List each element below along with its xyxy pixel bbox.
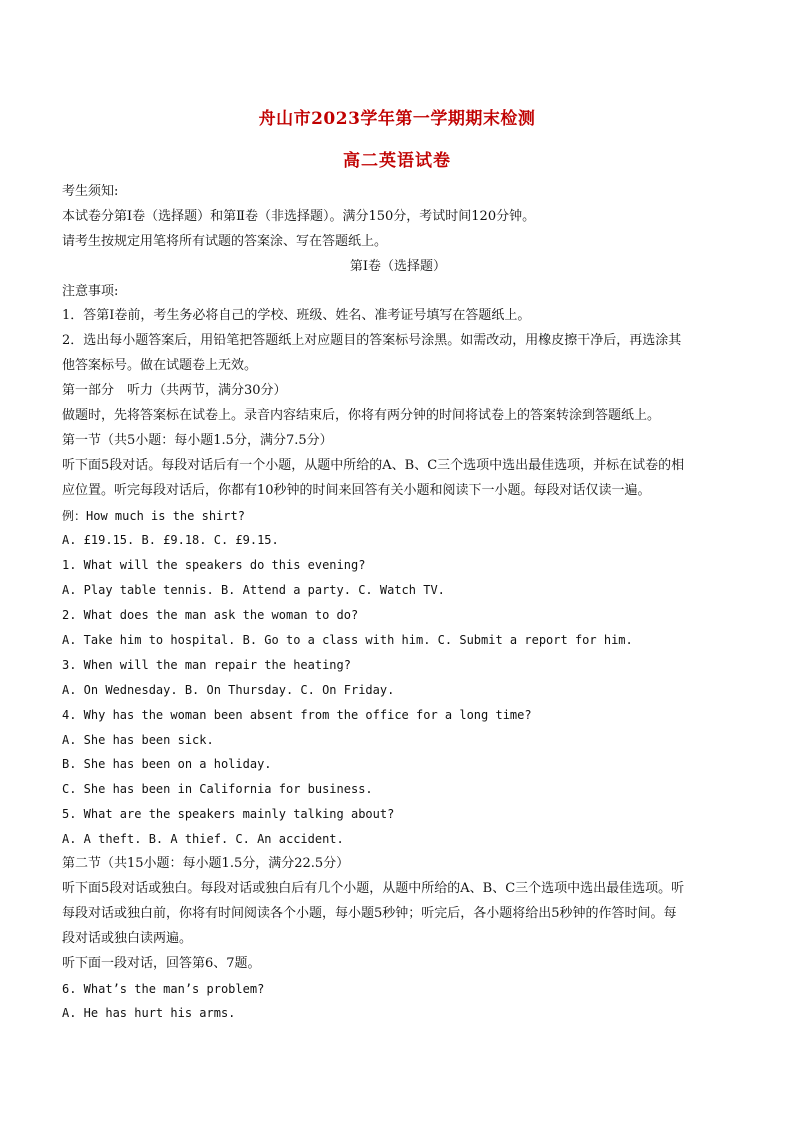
text-line: A. Play table tennis. B. Attend a party. C. Watch TV. [62, 583, 445, 598]
text-line: B. She has been on a holiday. [62, 757, 272, 772]
text-line: 第一节（共5小题：每小题1.5分，满分7.5分） [62, 432, 333, 448]
text-line: 1. What will the speakers do this evening? [62, 558, 366, 573]
section-heading: 第Ⅰ卷（选择题） [349, 258, 447, 274]
text-line: 6. What’s the man’s problem? [62, 981, 265, 996]
text-line: 2. What does the man ask the woman to do? [62, 608, 359, 623]
text-line: 考生须知: [62, 184, 119, 199]
text-line: 听下面5段对话或独白。每段对话或独白后有几个小题，从题中所给的A、B、C三个选项中选出最佳选项。听 [62, 880, 685, 896]
text-line: A. He has hurt his arms. [62, 1006, 236, 1021]
text-line: 第一部分 听力（共两节，满分30分） [62, 383, 287, 399]
text-line: 第二节（共15小题：每小题1.5分，满分22.5分） [62, 856, 350, 872]
text-line: 1．答第Ⅰ卷前，考生务必将自己的学校、班级、姓名、准考证号填写在答题纸上。 [62, 308, 531, 324]
text-line: 本试卷分第Ⅰ卷（选择题）和第Ⅱ卷（非选择题）。满分150分，考试时间120分钟。 [62, 208, 536, 224]
exam-subtitle: 高二英语试卷 [343, 151, 451, 171]
text-line: 每段对话或独白前，你将有时间阅读各个小题，每小题5秒钟；听完后，各小题将给出5秒钟的作答时间。每 [62, 905, 677, 921]
text-line: A. £19.15. B. £9.18. C. £9.15. [62, 533, 279, 548]
text-line: A. A theft. B. A thief. C. An accident. [62, 832, 344, 847]
text-line: 2．选出每小题答案后，用铅笔把答题纸上对应题目的答案标号涂黑。如需改动，用橡皮擦干净后，再选涂其 [62, 333, 682, 349]
text-line: 5. What are the speakers mainly talking about? [62, 807, 395, 822]
text-line: A. On Wednesday. B. On Thursday. C. On Friday. [62, 682, 395, 697]
text-line: 应位置。听完每段对话后，你都有10秒钟的时间来回答有关小题和阅读下一小题。每段对话仅读一遍。 [62, 482, 651, 498]
text-line: 例：How much is the shirt? [62, 508, 245, 523]
text-line: 他答案标号。做在试题卷上无效。 [62, 358, 258, 374]
exam-body [62, 180, 734, 1026]
text-line: 4. Why has the woman been absent from the office for a long time? [62, 707, 532, 722]
text-line: C. She has been in California for business. [62, 782, 373, 797]
text-line: 请考生按规定用笔将所有试题的答案涂、写在答题纸上。 [62, 233, 388, 249]
text-line: A. She has been sick. [62, 732, 214, 747]
exam-title: 舟山市2023学年第一学期期末检测 [258, 109, 536, 129]
text-line: 做题时，先将答案标在试卷上。录音内容结束后，你将有两分钟的时间将试卷上的答案转涂到答题纸上。 [62, 408, 661, 424]
text-line: A. Take him to hospital. B. Go to a class with him. C. Submit a report for him. [62, 633, 633, 648]
text-line: 3. When will the man repair the heating? [62, 657, 351, 672]
text-line: 听下面5段对话。每段对话后有一个小题，从题中所给的A、B、C三个选项中选出最佳选项，并标在试卷的相 [62, 457, 685, 473]
text-line: 段对话或独白读两遍。 [62, 930, 193, 946]
text-line: 听下面一段对话，回答第6、7题。 [62, 955, 261, 971]
text-line: 注意事项: [62, 283, 119, 299]
